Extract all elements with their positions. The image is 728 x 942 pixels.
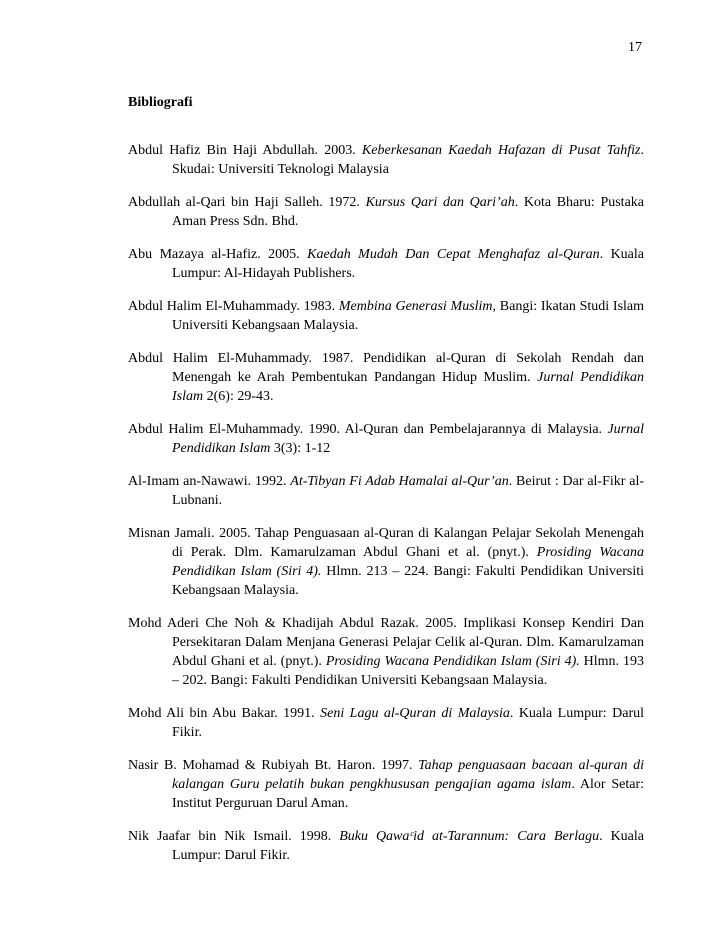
entry-text: Misnan Jamali. 2005. Tahap Penguasaan al-Quran di Kalangan Pelajar Sekolah Menengah di Perak. Dlm. Kamarulzaman Abdul Ghani et al. (pnyt.). [128, 526, 644, 560]
bibliography-entry [128, 614, 644, 690]
entry-text: , Bangi: Ikatan Studi Islam Universiti Kebangsaan Malaysia. [172, 299, 645, 333]
entry-text: Abdul Halim El-Muhammady. 1990. Al-Quran dan Pembelajarannya di Malaysia. [128, 422, 608, 437]
entry-title: Prosiding Wacana Pendidikan Islam (Siri 4). [172, 545, 644, 579]
entry-title: Seni Lagu al-Quran di Malaysia [320, 706, 510, 721]
entry-text: Abdul Halim El-Muhammady. 1983. [128, 299, 339, 314]
entry-title: Jurnal Pendidikan Islam [172, 422, 644, 456]
entry-text: Hlmn. 213 – 224. Bangi: Fakulti Pendidikan Universiti Kebangsaan Malaysia. [172, 564, 644, 598]
bibliography-entry [128, 141, 644, 179]
entry-text: Abdul Hafiz Bin Haji Abdullah. 2003. [128, 143, 362, 158]
entry-text: . Kuala Lumpur: Al-Hidayah Publishers. [172, 247, 644, 281]
entry-text: Nasir B. Mohamad & Rubiyah Bt. Haron. 1997. [128, 758, 419, 773]
entry-text: . Alor Setar: Institut Perguruan Darul Aman. [172, 777, 645, 811]
entry-text: . Beirut : Dar al-Fikr al-Lubnani. [172, 474, 644, 508]
bibliography-entry [128, 827, 644, 865]
bibliography-entry [128, 349, 644, 406]
bibliography-entry [128, 524, 644, 600]
entry-text: . Kuala Lumpur: Darul Fikir. [172, 706, 644, 740]
page-number: 17 [628, 40, 642, 55]
entry-title: Kursus Qari dan Qari’ah [365, 195, 515, 210]
entry-text: Abu Mazaya al-Hafiz. 2005. [128, 247, 308, 262]
bibliography-entry [128, 472, 644, 510]
entry-text: . Skudai: Universiti Teknologi Malaysia [172, 143, 644, 177]
bibliography-entry [128, 756, 644, 813]
entry-title: Keberkesanan Kaedah Hafazan di Pusat Tahfiz [361, 143, 641, 158]
bibliography-entry [128, 193, 644, 231]
entry-title: Kaedah Mudah Dan Cepat Menghafaz al-Quran [307, 247, 600, 262]
entry-title: Buku Qawaᶜid at-Tarannum: Cara Berlagu [339, 829, 600, 844]
entry-title: Membina Generasi Muslim [338, 299, 493, 314]
entry-text: . Kota Bharu: Pustaka Aman Press Sdn. Bhd. [172, 195, 644, 229]
bibliography-entry [128, 420, 644, 458]
bibliography-entry [128, 245, 644, 283]
bibliography-entry [128, 297, 644, 335]
entry-title: Tahap penguasaan bacaan al-quran di kalangan Guru pelatih bukan pengkhususan pengajian agama islam [172, 758, 644, 792]
entry-text: Hlmn. 193 – 202. Bangi: Fakulti Pendidikan Universiti Kebangsaan Malaysia. [172, 654, 644, 688]
entry-title: Prosiding Wacana Pendidikan Islam (Siri 4). [325, 654, 580, 669]
entry-text: 2(6): 29-43. [203, 389, 274, 404]
entry-text: Mohd Ali bin Abu Bakar. 1991. [128, 706, 321, 721]
entry-text: Nik Jaafar bin Nik Ismail. 1998. [128, 829, 340, 844]
bibliography-entry [128, 704, 644, 742]
entry-text: 3(3): 1-12 [270, 441, 331, 456]
entry-title: At-Tibyan Fi Adab Hamalai al-Qur’an [290, 474, 509, 489]
entry-text: Abdullah al-Qari bin Haji Salleh. 1972. [128, 195, 366, 210]
entry-text: Mohd Aderi Che Noh & Khadijah Abdul Razak. 2005. Implikasi Konsep Kendiri Dan Persekitaran Dalam Menjana Generasi Pelajar Celik al-Quran. Dlm. Kamarulzaman Abdul Ghani et al. (pnyt.). [128, 616, 644, 669]
entry-title: Jurnal Pendidikan Islam [172, 370, 645, 404]
bibliography-list [128, 141, 644, 879]
section-heading: Bibliografi [128, 95, 193, 110]
entry-text: . Kuala Lumpur: Darul Fikir. [172, 829, 645, 863]
entry-text: Al-Imam an-Nawawi. 1992. [128, 474, 291, 489]
entry-text: Abdul Halim El-Muhammady. 1987. Pendidikan al-Quran di Sekolah Rendah dan Menengah ke Arah Pembentukan Pandangan Hidup Muslim. [128, 351, 644, 385]
